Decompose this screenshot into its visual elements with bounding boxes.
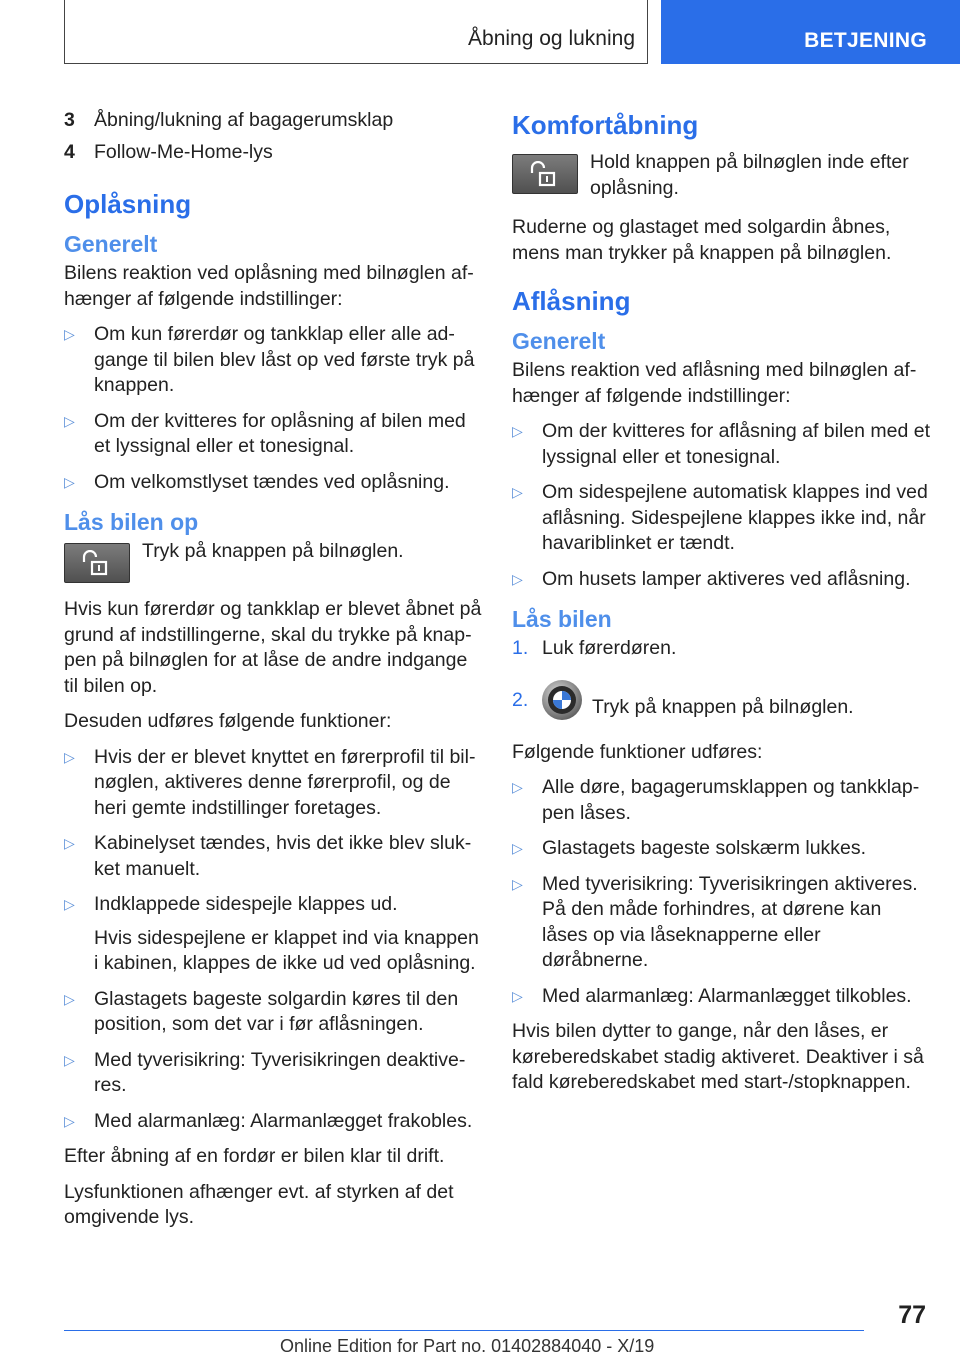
step-item — [512, 636, 930, 662]
header-chapter-title: BETJENING — [804, 29, 927, 52]
las-op-bullet-list — [64, 745, 482, 1135]
step-item — [512, 674, 930, 728]
heading-generelt: Generelt — [512, 328, 606, 354]
bullet-triangle-icon: ▷ — [64, 1051, 75, 1068]
list-item — [64, 831, 482, 882]
bullet-text: Hvis der er blevet knyttet en førerprofil til bilnøglen, aktiveres denne førerprofil, og de heri gemte indstillinger foretages. — [94, 745, 476, 819]
list-item — [64, 140, 482, 166]
bullet-triangle-icon: ▷ — [64, 896, 75, 912]
bullet-text: Glastagets bageste solskærm lukkes. — [542, 837, 867, 859]
list-item — [64, 322, 482, 399]
bullet-triangle-icon: ▷ — [64, 326, 75, 342]
bullet-text: Kabinelyset tændes, hvis det ikke blev slukket manuelt. — [94, 832, 472, 880]
bullet-triangle-icon: ▷ — [512, 875, 523, 892]
page-number: 77 — [898, 1301, 926, 1329]
header-chapter-tab — [661, 0, 960, 64]
step-list — [512, 636, 930, 728]
left-column — [64, 108, 482, 1241]
bullet-text: Om der kvitteres for aflåsning af bilen med et lyssignal eller et tonesignal. — [542, 420, 931, 468]
footer-edition: Online Edition for Part no. 01402884040 - X/19 — [280, 1336, 655, 1356]
las-op-paragraph: Hvis kun førerdør og tankklap er blevet åbnet på grund af indstillingerne, skal du trykke på knappen på bilnøglen for at låse de andre indgange til bilen op. — [64, 598, 482, 697]
bullet-text: Indklappede sidespejle klappes ud. — [94, 893, 398, 915]
las-op-paragraph: Lysfunktionen afhænger evt. af styrken af det omgivende lys. — [64, 1180, 454, 1228]
bmw-logo-icon — [542, 680, 582, 720]
closing-paragraph: Hvis bilen dytter to gange, når den låses, er køreberedskabet stadig aktiveret. Deaktiver i så fald køreberedskabet med start-/stopknappen. — [512, 1020, 924, 1093]
funktioner-bullet-list — [512, 775, 930, 1009]
unlock-key-icon — [512, 154, 578, 194]
bullet-triangle-icon: ▷ — [64, 835, 75, 851]
list-item — [64, 1048, 482, 1099]
list-item — [512, 984, 930, 1010]
generelt-bullet-list — [64, 322, 482, 495]
footer-divider — [64, 1330, 864, 1331]
komfort-key-text: Hold knappen på bilnøglen inde efter oplåsning. — [590, 151, 909, 199]
list-item — [64, 470, 482, 496]
las-op-paragraph: Efter åbning af en fordør er bilen klar til drift. — [64, 1145, 445, 1167]
bullet-text: Om husets lamper aktiveres ved aflåsning. — [542, 567, 911, 590]
list-item — [512, 419, 930, 470]
aflasning-bullet-list — [512, 419, 930, 592]
list-item — [64, 987, 482, 1038]
list-item — [512, 480, 930, 557]
heading-generelt: Generelt — [64, 231, 158, 257]
unlock-key-icon — [64, 543, 130, 583]
bullet-triangle-icon: ▷ — [64, 748, 75, 765]
right-column — [512, 108, 930, 1106]
funktioner-intro: Følgende funktioner udføres: — [512, 740, 763, 763]
bullet-text: Om kun førerdør og tankklap eller alle adgange til bilen blev låst op ved første tryk på knappen. — [94, 323, 475, 396]
bullet-text: Om sidespejlene automatisk klappes ind ved aflåsning. Sidespejlene klappes ikke ind, når havariblinket er tændt. — [542, 481, 928, 554]
bullet-text: Med tyverisikring: Tyverisikringen aktiveres. På den måde forhindres, at dørene kan låses op via låseknapperne eller døråbnerne. — [542, 872, 918, 971]
step-number: 1. — [512, 637, 529, 659]
item-text: Åbning/lukning af bagagerumsklap — [94, 109, 394, 131]
bullet-triangle-icon: ▷ — [512, 779, 523, 795]
list-item — [64, 108, 482, 134]
heading-las-bilen-op: Lås bilen op — [64, 509, 199, 535]
bullet-subtext: Hvis sidespejlene er klappet ind via knappen i kabinen, klappes de ikke ud ved oplåsning. — [94, 926, 479, 974]
header-section-box — [64, 0, 648, 64]
list-item — [512, 567, 930, 593]
generelt-intro: Bilens reaktion ved aflåsning med bilnøglen afhænger af følgende indstillinger: — [512, 359, 917, 407]
heading-komfortabning: Komfortåbning — [512, 110, 699, 140]
bullet-triangle-icon: ▷ — [64, 473, 75, 490]
heading-aflasning: Aflåsning — [512, 286, 631, 316]
bullet-triangle-icon: ▷ — [512, 570, 523, 587]
bullet-triangle-icon: ▷ — [512, 484, 523, 500]
las-op-paragraph: Desuden udføres følgende funktioner: — [64, 710, 392, 732]
step-text: Luk førerdøren. — [542, 637, 677, 659]
list-item — [512, 872, 930, 974]
list-item — [64, 892, 482, 977]
komfort-paragraph: Ruderne og glastaget med solgardin åbnes, mens man trykker på knappen på bilnøglen. — [512, 216, 892, 264]
bullet-triangle-icon: ▷ — [512, 840, 523, 856]
bullet-text: Med tyverisikring: Tyverisikringen deaktiveres. — [94, 1048, 466, 1096]
bullet-text: Med alarmanlæg: Alarmanlægget tilkobles. — [542, 984, 912, 1007]
item-number: 3 — [64, 109, 75, 131]
list-item — [512, 836, 930, 862]
list-item — [512, 775, 930, 826]
bullet-text: Om velkomstlyset tændes ved oplåsning. — [94, 470, 450, 493]
heading-las-bilen: Lås bilen — [512, 606, 612, 632]
list-item — [64, 745, 482, 822]
bullet-text: Om der kvitteres for oplåsning af bilen med et lyssignal eller et tonesignal. — [94, 409, 466, 457]
bullet-text: Alle døre, bagagerumsklappen og tankklappen låses. — [542, 776, 920, 824]
step-number: 2. — [512, 688, 529, 711]
generelt-intro: Bilens reaktion ved oplåsning med bilnøglen afhænger af følgende indstillinger: — [64, 262, 474, 310]
list-item — [64, 409, 482, 460]
bullet-triangle-icon: ▷ — [512, 423, 523, 439]
list-item — [64, 1109, 482, 1135]
bullet-triangle-icon: ▷ — [64, 412, 75, 429]
step-text: Tryk på knappen på bilnøglen. — [592, 695, 854, 718]
bullet-text: Glastagets bageste solgardin køres til den position, som det var i før aflåsningen. — [94, 987, 459, 1035]
header-section-title: Åbning og lukning — [468, 27, 635, 50]
komfort-instruction — [512, 150, 930, 201]
bullet-triangle-icon: ▷ — [64, 1112, 75, 1129]
unlock-instruction — [64, 539, 482, 583]
heading-oplasning: Oplåsning — [64, 189, 192, 219]
unlock-key-text: Tryk på knappen på bilnøglen. — [142, 540, 404, 562]
bullet-triangle-icon: ▷ — [64, 990, 75, 1007]
item-text: Follow-Me-Home-lys — [94, 140, 273, 163]
bullet-text: Med alarmanlæg: Alarmanlægget frakobles. — [94, 1109, 473, 1132]
bullet-triangle-icon: ▷ — [512, 987, 523, 1004]
item-number: 4 — [64, 140, 75, 163]
